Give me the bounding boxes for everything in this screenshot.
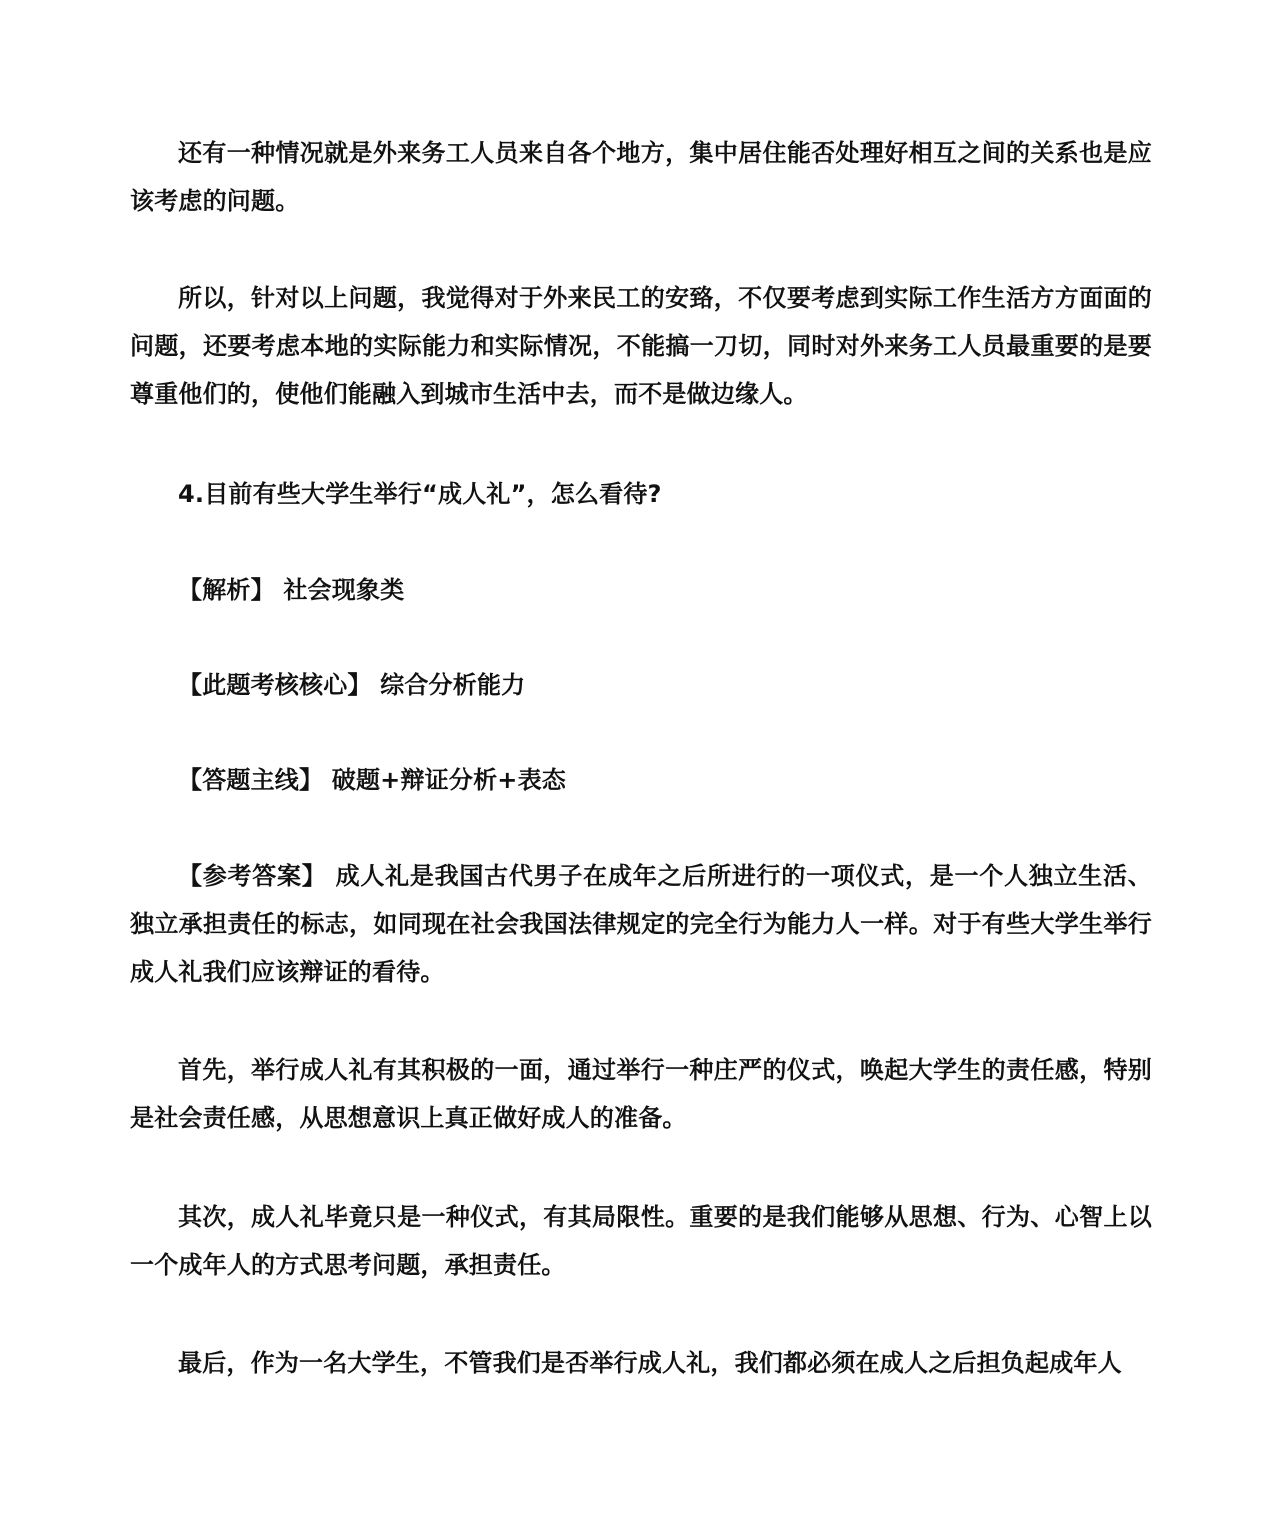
paragraph-second-point: 其次，成人礼毕竟只是一种仪式，有其局限性。重要的是我们能够从思想、行为、心智上以一个成年人的方式思考问题，承担责任。	[130, 1203, 1152, 1279]
paragraph-first-point: 首先，举行成人礼有其积极的一面，通过举行一种庄严的仪式，唤起大学生的责任感，特别是社会责任感，从思想意识上真正做好成人的准备。	[130, 1056, 1152, 1132]
question-heading: 4.目前有些大学生举行“成人礼”，怎么看待?	[178, 480, 662, 508]
analysis-label: 【解析】 社会现象类	[178, 576, 405, 604]
paragraph-last-point: 最后，作为一名大学生，不管我们是否举行成人礼，我们都必须在成人之后担负起成年人	[178, 1349, 1122, 1377]
paragraph-relationship-issue: 还有一种情况就是外来务工人员来自各个地方，集中居住能否处理好相互之间的关系也是应该考虑的问题。	[130, 139, 1152, 215]
paragraph-conclusion: 所以，针对以上问题，我觉得对于外来民工的安臵，不仅要考虑到实际工作生活方方面面的问题，还要考虑本地的实际能力和实际情况，不能搞一刀切，同时对外来务工人员最重要的是要尊重他们的，使他们能融入到城市生活中去，而不是做边缘人。	[130, 284, 1152, 408]
core-assessment-label: 【此题考核核心】 综合分析能力	[178, 671, 526, 699]
answer-mainline-label: 【答题主线】 破题+辩证分析+表态	[178, 766, 566, 794]
reference-answer-paragraph: 【参考答案】 成人礼是我国古代男子在成年之后所进行的一项仪式，是一个人独立生活、独立承担责任的标志，如同现在社会我国法律规定的完全行为能力人一样。对于有些大学生举行成人礼我们应该辩证的看待。	[130, 862, 1152, 986]
